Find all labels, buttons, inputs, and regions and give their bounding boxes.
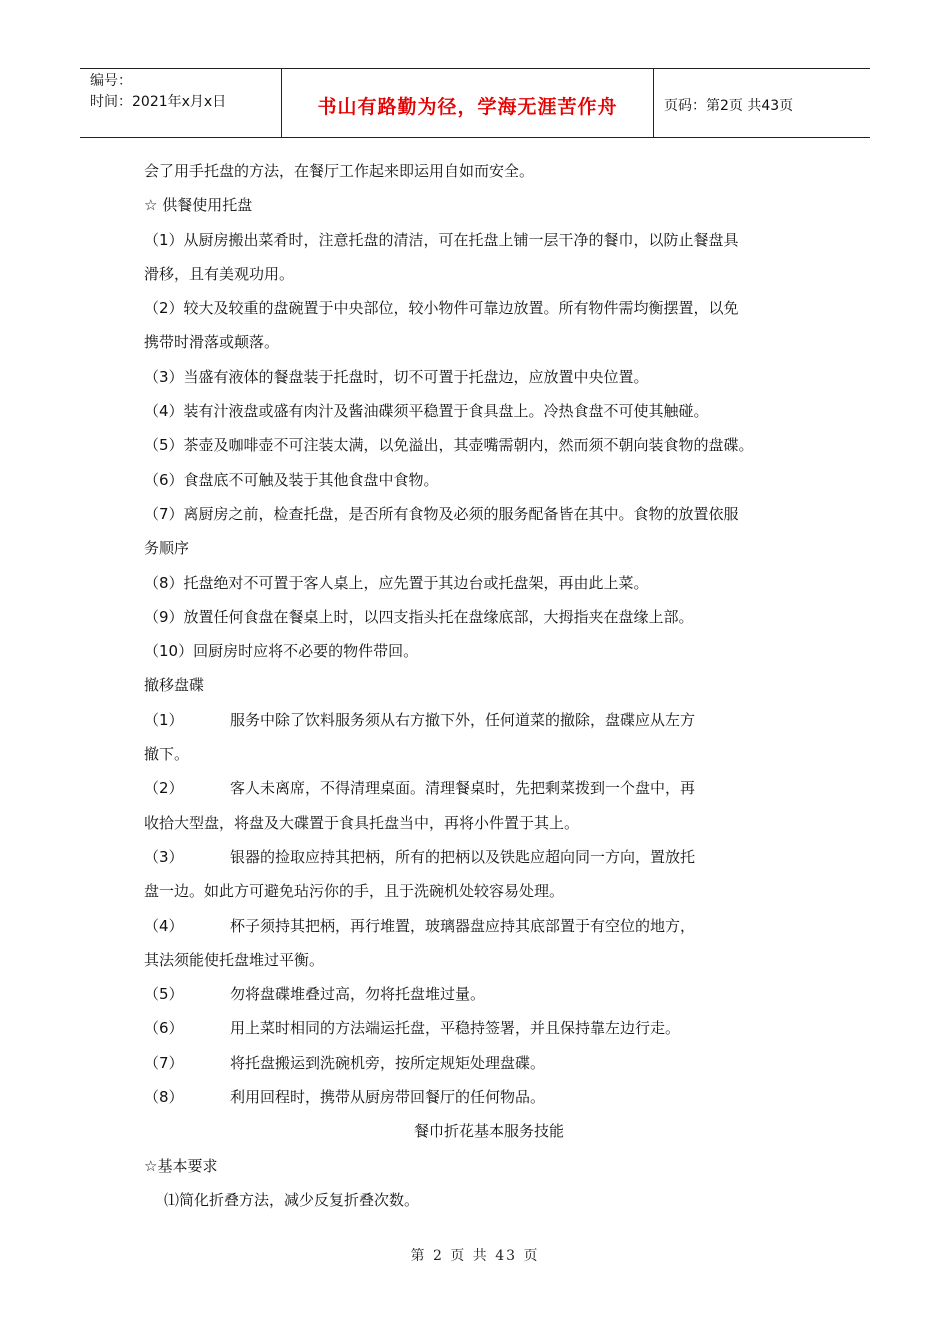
text-line: （8）托盘绝对不可置于客人桌上，应先置于其边台或托盘架，再由此上菜。 bbox=[144, 573, 649, 592]
section-heading: ☆基本要求 bbox=[144, 1156, 218, 1175]
item-text: 用上菜时相同的方法端运托盘，平稳持签署，并且保持靠左边行走。 bbox=[230, 1019, 681, 1038]
text-line: （3）当盛有液体的餐盘装于托盘时，切不可置于托盘边，应放置中央位置。 bbox=[144, 367, 649, 386]
text-line: 携带时滑落或颠落。 bbox=[144, 333, 280, 352]
header-number: 编号： bbox=[90, 73, 132, 89]
text-line: 会了用手托盘的方法，在餐厅工作起来即运用自如而安全。 bbox=[144, 162, 535, 180]
item-text: 勿将盘碟堆叠过高，勿将托盘堆过量。 bbox=[230, 985, 486, 1004]
header-meta bbox=[80, 69, 282, 137]
list-item bbox=[144, 977, 834, 1011]
text-line: 务顺序 bbox=[144, 539, 190, 558]
item-number: （5） bbox=[144, 985, 184, 1004]
header-motto: 书山有路勤为径，学海无涯苦作舟 bbox=[282, 69, 654, 137]
item-number: （6） bbox=[144, 1019, 184, 1038]
item-number: （4） bbox=[144, 916, 184, 935]
item-text: 客人未离席，不得清理桌面。清理餐桌时，先把剩菜拨到一个盘中，再 bbox=[230, 779, 696, 798]
list-item bbox=[144, 909, 834, 943]
list-item bbox=[144, 1011, 834, 1045]
item-number: （1） bbox=[144, 710, 184, 729]
text-line: （5）茶壶及咖啡壶不可注装太满，以免溢出，其壶嘴需朝内，然而须不朝向装食物的盘碟。 bbox=[144, 436, 754, 455]
item-number: （8） bbox=[144, 1088, 184, 1107]
item-continuation: 撤下。 bbox=[144, 745, 190, 764]
text-line: （1）从厨房搬出菜肴时，注意托盘的清洁，可在托盘上铺一层干净的餐巾，以防止餐盘具 bbox=[144, 230, 739, 249]
list-item bbox=[144, 703, 834, 737]
item-number: （3） bbox=[144, 847, 184, 866]
text-line: （2）较大及较重的盘碗置于中央部位，较小物件可靠边放置。所有物件需均衡摆置，以免 bbox=[144, 299, 739, 318]
header-page-info: 页码：第2页 共43页 bbox=[664, 98, 794, 114]
item-text: 银器的捡取应持其把柄，所有的把柄以及铁匙应超向同一方向，置放托 bbox=[230, 847, 696, 866]
item-text: 服务中除了饮料服务须从右方撤下外，任何道菜的撤除，盘碟应从左方 bbox=[230, 710, 696, 729]
item-number: （2） bbox=[144, 779, 184, 798]
list-item bbox=[144, 1046, 834, 1080]
item-continuation: 其法须能使托盘堆过平衡。 bbox=[144, 950, 325, 969]
text-line: （10）回厨房时应将不必要的物件带回。 bbox=[144, 642, 419, 661]
list-item bbox=[144, 1080, 834, 1114]
text-line: （7）离厨房之前，检查托盘，是否所有食物及必须的服务配备皆在其中。食物的放置依服 bbox=[144, 504, 739, 523]
item-text: 杯子须持其把柄，再行堆置，玻璃器盘应持其底部置于有空位的地方， bbox=[230, 916, 696, 935]
section-heading: 撤移盘碟 bbox=[144, 676, 205, 695]
item-text: 将托盘搬运到洗碗机旁，按所定规矩处理盘碟。 bbox=[230, 1053, 546, 1072]
document-body bbox=[144, 154, 834, 1217]
page-footer: 第 2 页 共 43 页 bbox=[410, 1248, 540, 1264]
item-continuation: 盘一边。如此方可避免玷污你的手，且于洗碗机处较容易处理。 bbox=[144, 882, 565, 901]
item-number: （7） bbox=[144, 1053, 184, 1072]
text-line: （4）装有汁液盘或盛有肉汁及酱油碟须平稳置于食具盘上。冷热食盘不可使其触碰。 bbox=[144, 402, 709, 421]
section-heading: ☆ 供餐使用托盘 bbox=[144, 196, 253, 215]
list-item bbox=[144, 771, 834, 805]
item-text: 利用回程时，携带从厨房带回餐厅的任何物品。 bbox=[230, 1088, 546, 1107]
list-item bbox=[144, 840, 834, 874]
text-line: ⑴简化折叠方法，减少反复折叠次数。 bbox=[164, 1190, 420, 1209]
section-title: 餐巾折花基本服务技能 bbox=[413, 1122, 564, 1141]
item-continuation: 收拾大型盘，将盘及大碟置于食具托盘当中，再将小件置于其上。 bbox=[144, 813, 580, 832]
page-header bbox=[80, 68, 870, 138]
text-line: （9）放置任何食盘在餐桌上时，以四支指头托在盘缘底部，大拇指夹在盘缘上部。 bbox=[144, 607, 694, 626]
text-line: （6）食盘底不可触及装于其他食盘中食物。 bbox=[144, 470, 439, 489]
text-line: 滑移，且有美观功用。 bbox=[144, 264, 295, 283]
header-date: 时间：2021年x月x日 bbox=[90, 94, 227, 110]
